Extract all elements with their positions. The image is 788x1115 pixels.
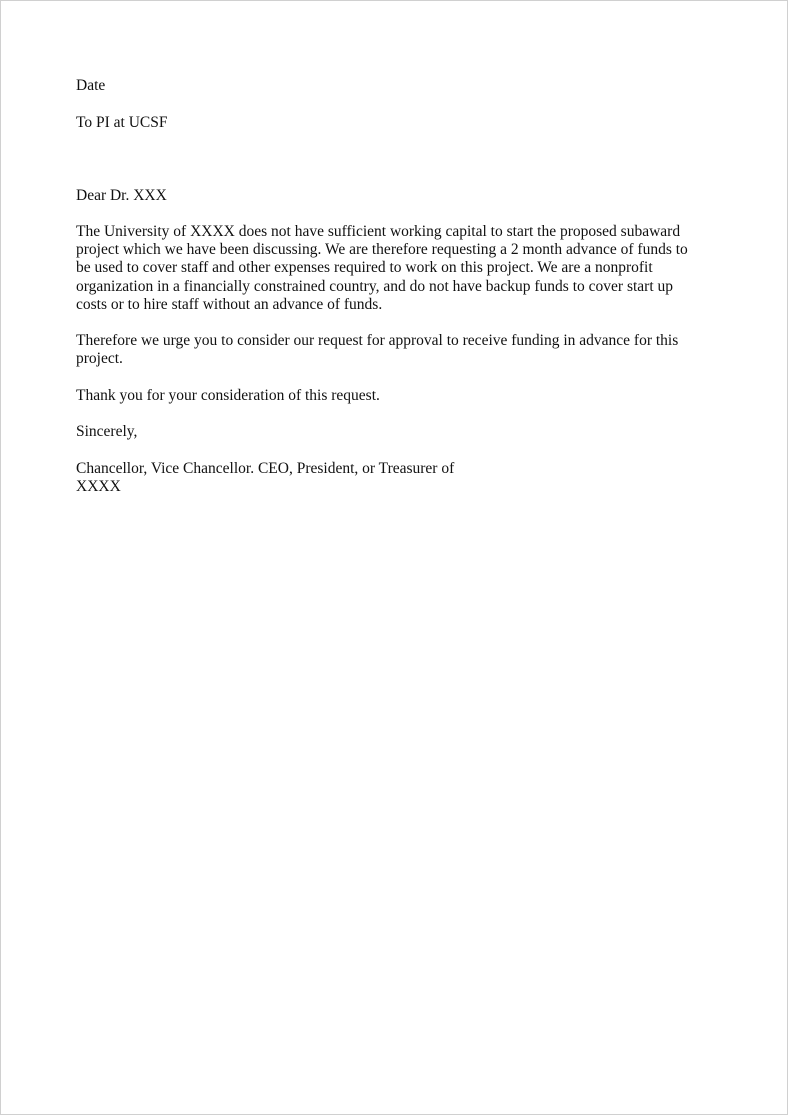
paragraph-line: costs or to hire staff without an advance of funds. [76,295,383,313]
paragraph-3: Thank you for your consideration of this request. [76,387,380,404]
paragraph-line: organization in a financially constrained country, and do not have backup funds to cover start up [76,277,673,295]
signature-block [76,460,454,496]
signature-title: Chancellor, Vice Chancellor. CEO, President, or Treasurer of [76,460,455,477]
paragraph-1 [76,223,688,314]
paragraph-line: The University of XXXX does not have sufficient working capital to start the proposed subaward [76,223,681,240]
signature-org: XXXX [76,478,121,496]
salutation: Dear Dr. XXX [76,187,167,204]
paragraph-line: be used to cover staff and other expenses required to work on this project. We are a nonprofit [76,259,653,277]
recipient-line: To PI at UCSF [76,114,168,131]
date-line: Date [76,77,106,94]
paragraph-line: Therefore we urge you to consider our request for approval to receive funding in advance for this [76,332,679,349]
closing: Sincerely, [76,423,138,440]
paragraph-line: project which we have been discussing. We are therefore requesting a 2 month advance of funds to [76,241,688,259]
paragraph-line: project. [76,350,123,368]
paragraph-2 [76,332,678,368]
